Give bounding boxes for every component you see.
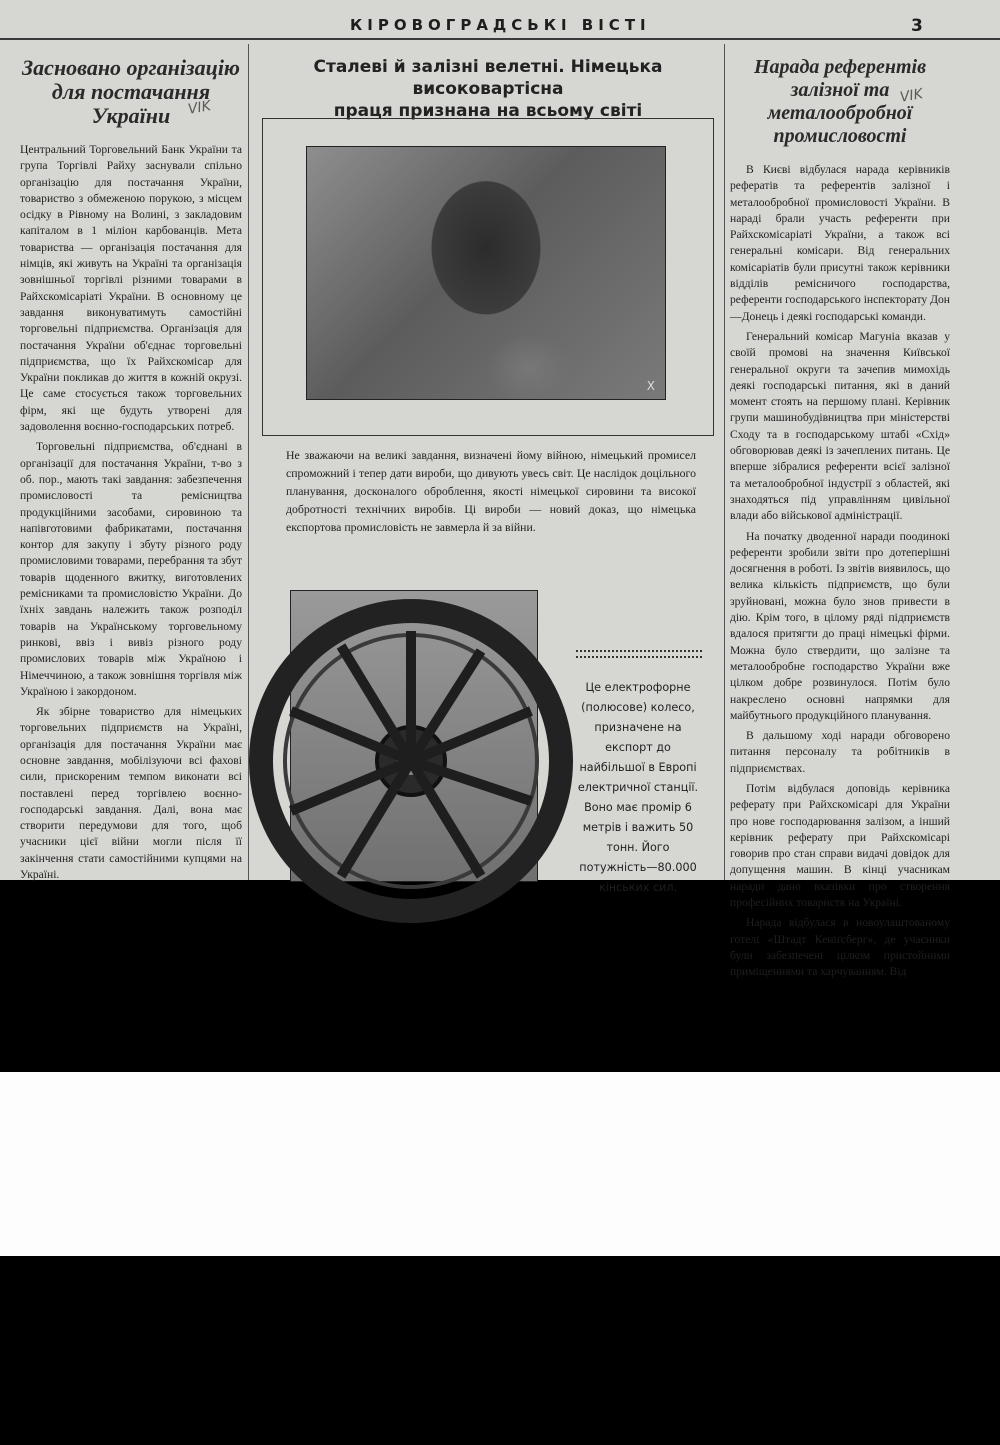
left-article xyxy=(20,56,242,887)
photo-mark: X xyxy=(646,379,655,393)
left-article-headline: Засновано організацію для постачання України xyxy=(21,55,240,128)
masthead-rule xyxy=(0,38,1000,40)
handwritten-annotation-left: VIK xyxy=(186,98,213,118)
photo-caption-wheel: Це електрофорне (полюсове) колесо, призначене на експорт до найбільшої в Европі електричної станції. Воно має промір 6 метрів і важить 50 тонн. Його потужність—80.000 кінських сил. xyxy=(577,681,699,894)
center-article-header xyxy=(258,56,718,122)
column-divider-left xyxy=(248,44,249,880)
right-article-paragraph-1: В Києві відбулася нарада керівників рефератів та референтів залізної і металообробної промисловості України. В нараді брали участь референти при Райхскомісаріаті України, а також всі генеральні комісари. Від генеральних комісаріатів були присутні також керівники відділів ремісничого господарства, референти господарського інспекторату Дон—Донець і деякі господарські команди. xyxy=(730,163,950,323)
center-headline-line-2: праця признана на всьому світі xyxy=(333,101,643,121)
right-article-paragraph-3: На початку дводенної наради поодинокі референти зробили звіти про дотеперішні досягнення в роботі. Із звітів виявилось, що велика кількість підприємств, що були зруйновані, можна було знов привести в дію. Крім того, в цілому ряді підприємств вдалося притягти до праці німецькі фірми. Можна було ствердити, що залізне та металообробне господарство України вже цілком добре розвинулося. Потім було накреслено основні напрямки для майбутнього продукційного планування. xyxy=(730,529,950,722)
right-article-paragraph-6: Нарада відбулася в новоулаштованому готелі «Штадт Кеніґсберг», де учасники були забезпечені цілком пристойними приміщеннями та харчуванням. Від xyxy=(730,916,950,979)
handwritten-annotation-right: VIK xyxy=(898,86,925,106)
blank-scan-band xyxy=(0,1072,1000,1256)
decorative-rule-bottom xyxy=(576,656,702,658)
column-divider-right xyxy=(724,44,725,880)
decorative-rule-top xyxy=(576,650,702,652)
photo-caption-machinery: Не зважаючи на великі завдання, визначені йому війною, німецький промисел спроможний і тепер дати вироби, що дивують увесь світ. Це наслідок доцільного планування, досконалого оброблення, якості німецької сировини та високої добротності технічних виробів. Ці вироби — новий доказ, що німецька експортова промисловість не завмерла й за війни. xyxy=(286,448,696,534)
wheel-illustration xyxy=(291,591,537,881)
right-article-paragraph-4: В дальшому ході наради обговорено питання персоналу та робітників в підприємствах. xyxy=(730,729,950,775)
right-article-paragraph-5: Потім відбулася доповідь керівника реферату при Райхскомісарі для України про нове господарювання залізом, а інший керівник реферату при Райхскомісарі говорив про стан справи видачі довідок для допущення машин. В кінці учасникам наради дано вказівки про створення професійних товариств на Україні. xyxy=(730,781,950,910)
photo-industrial-machinery xyxy=(306,146,666,400)
left-article-paragraph-2: Торговельні підприємства, об'єднані в організації для постачання України, т-во з об. пор., мають такі завдання: забезпечення промисловості та ремісництва продукційними засобами, сировиною та напівготовими фабрикатами, постачання контор для закупу і збуту різного роду промисловими товарами, перебрання та збут товарів щоденного вжитку, виготовлених ремісниками та промисловістю України. До їхніх завдань належить також розподіл товарів на Українському торговельному ринкові, ввіз і вивіз різного роду промислових товарів між Україною і Німеччиною, а також зовнішня торгівля між Україною і закордоном. xyxy=(20,440,242,698)
right-article-paragraph-2: Генеральний комісар Магуніа вказав у своїй промові на значення Київської генеральної округи та зачепив мимохідь деякі господарські питання, які в даний момент стоять на першому плані. Керівник групи машинобудівництва при міністерстві Сходу та в господарському штабі «Схід» обговорював деякі із зачеплених питань. Це вперше зібралися референти всієї залізної та металообробної індустрії з областей, які знаходяться під управлінням цивільної влади або військової адміністрації. xyxy=(730,329,950,523)
page-number: 3 xyxy=(911,16,923,36)
photo-electric-wheel xyxy=(290,590,538,882)
right-article-headline: Нарада референтів залізної та металообробної промисловості xyxy=(753,56,927,147)
left-article-paragraph-3: Як збірне товариство для німецьких торговельних підприємств на Україні, організація для постачання України має основне завдання, мобілізуючи всі фахові сили, прискореним темпом виконати всі поставлені перед торгівлею воєнно-господарські завдання. Далі, вона має створити передумови для того, щоб учасники цієї війни могли після її закінчення стати самостійними купцями на Україні. xyxy=(20,705,242,882)
center-headline-line-1: Сталеві й залізні велетні. Німецька високовартісна xyxy=(313,57,663,99)
masthead-title: КІРОВОГРАДСЬКІ ВІСТІ xyxy=(350,16,651,34)
right-article xyxy=(730,56,950,985)
left-article-paragraph-1: Центральний Торговельний Банк України та група Торгівлі Райху заснували спільно організацію для постачання України, товариство з обмеженою порукою, з місцем осідку в Рівному на Волині, з закладовим капіталом в 1 міліон карбованців. Мета товариства — організація постачання для німців, які живуть на Україні та організація зовнішньої торгівлі різними товарами в Райхскомісаріаті України. В основному це завдання виконуватимуть самостійні торговельні підприємства. Організація для постачання України об'єднає торговельні підприємства, що їх Райхскомісар для України покликав до життя в кожній окрузі. Це саме стосується також торговельних фірм, які ще будуть утворені для задоволення воєнно-господарських потреб. xyxy=(20,143,242,434)
